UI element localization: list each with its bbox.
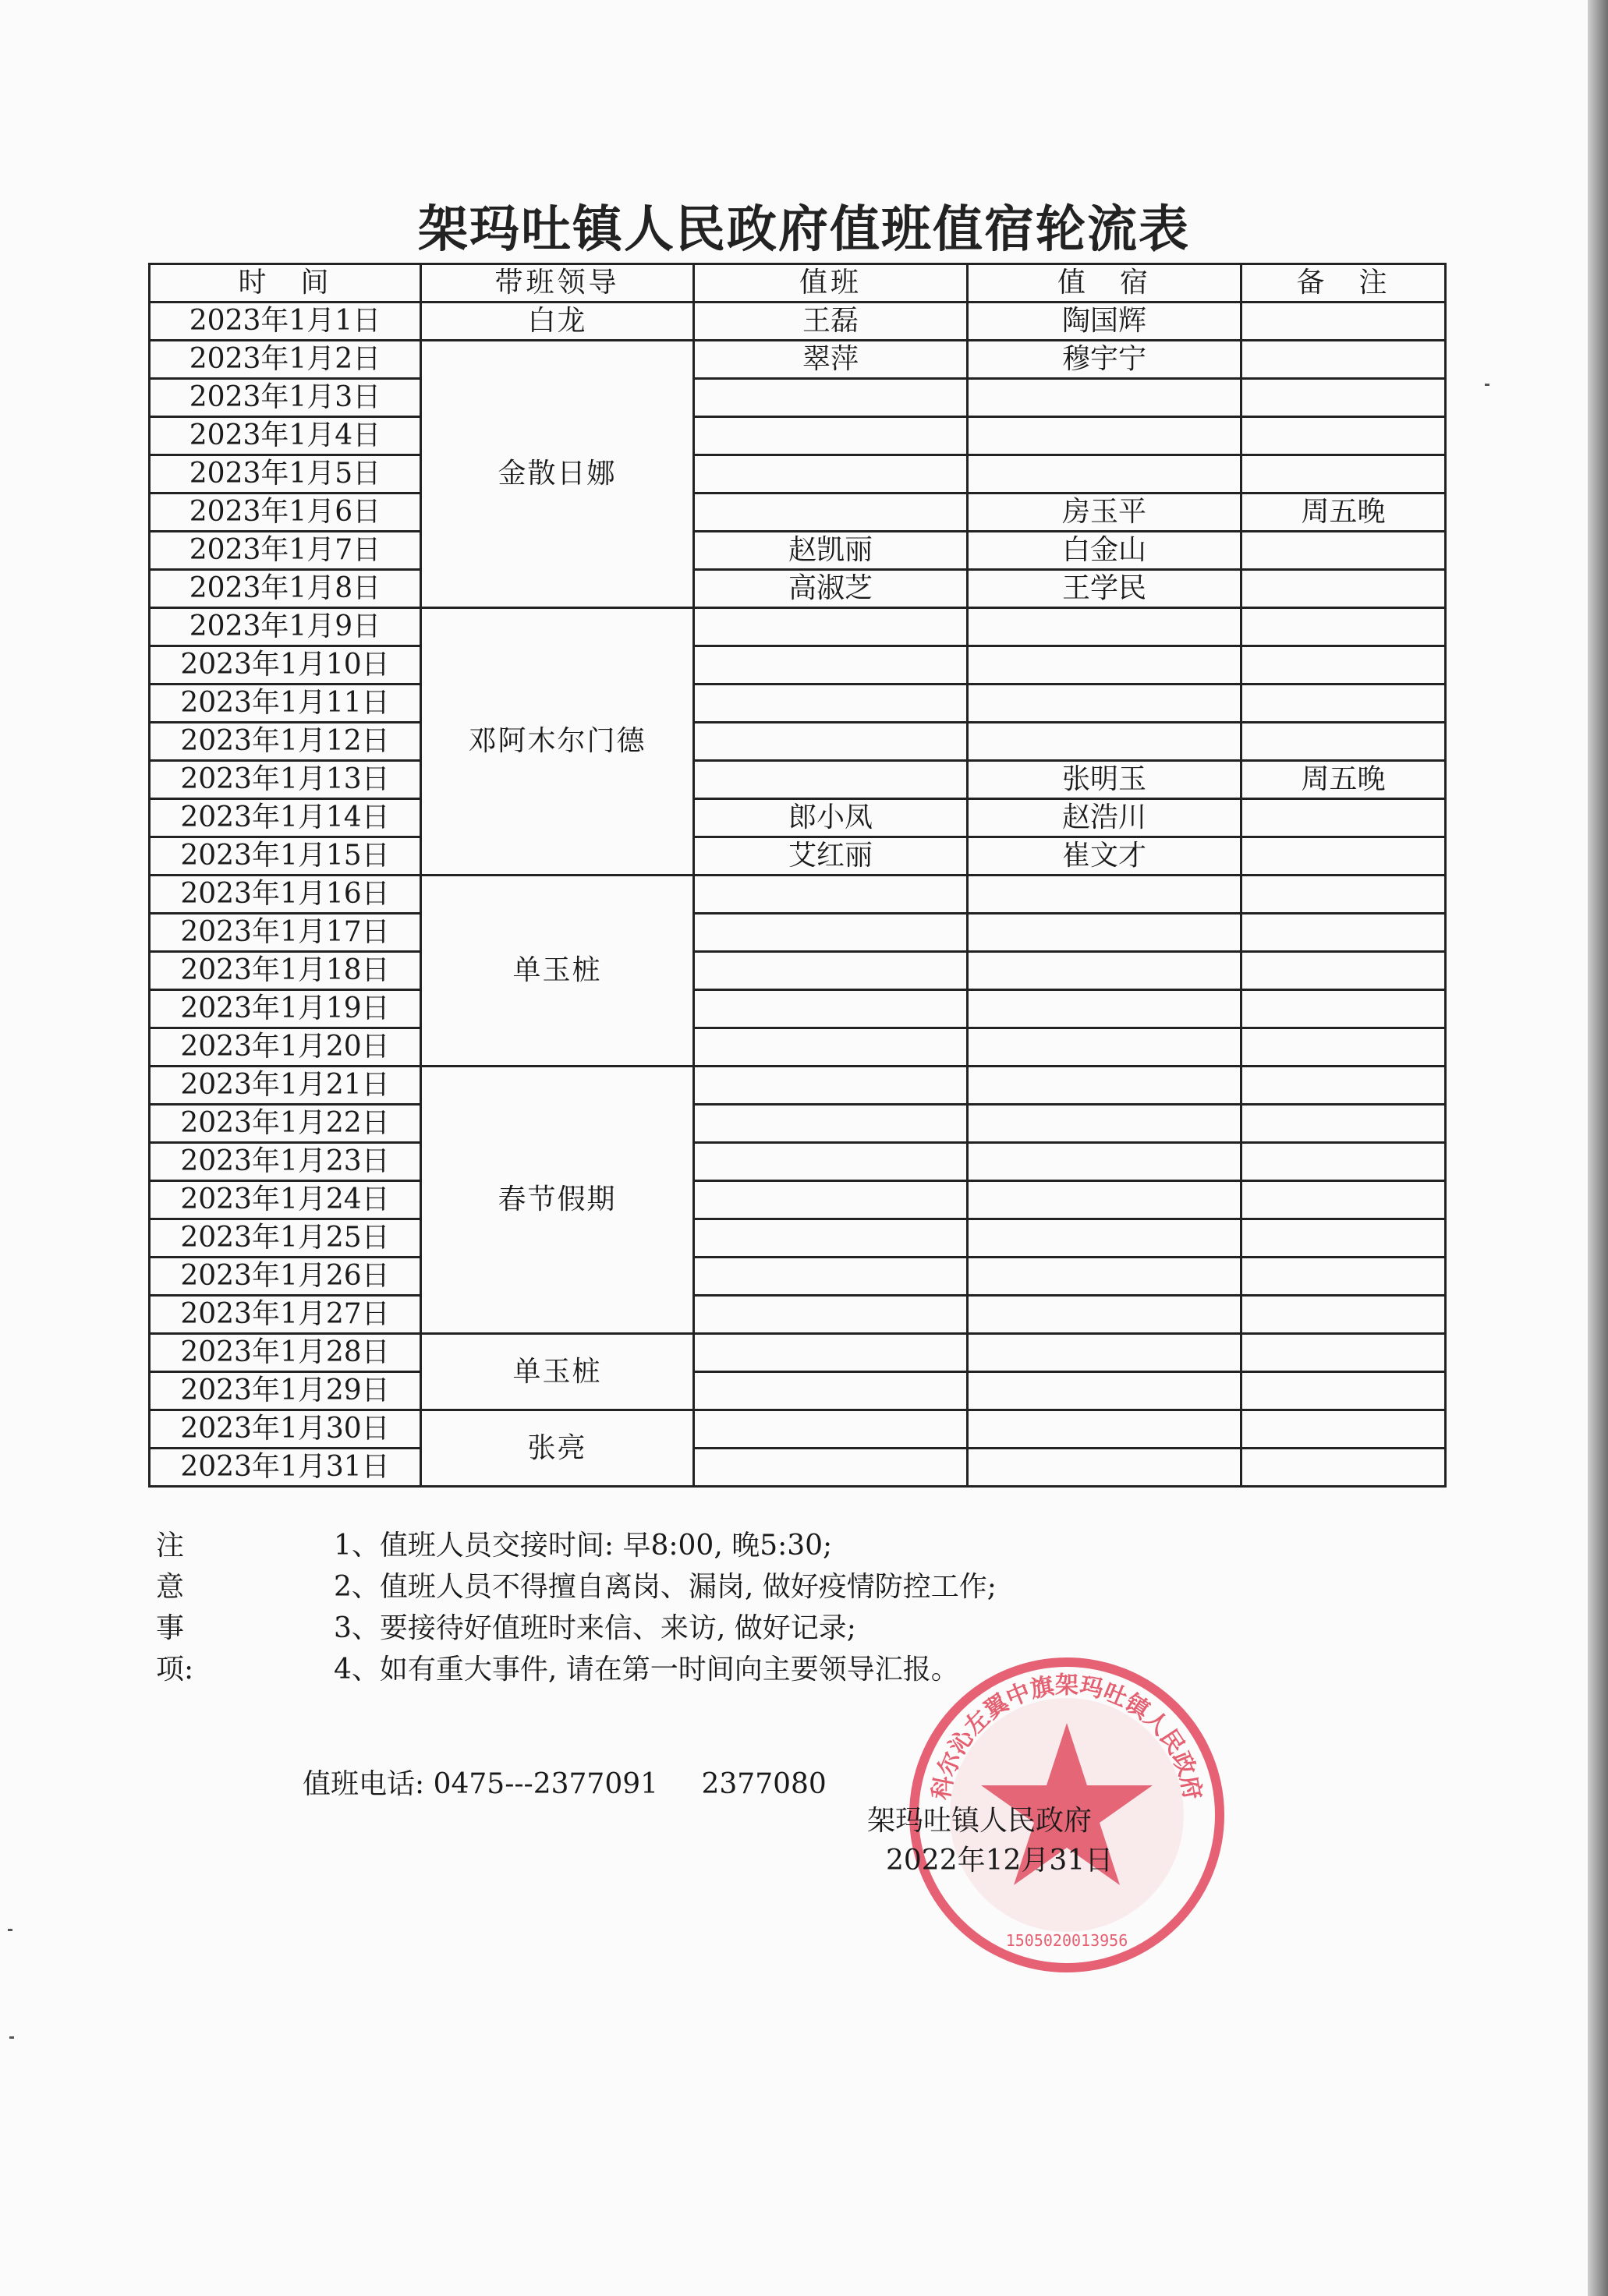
cell-note: [1241, 837, 1446, 876]
phone-number-1: 0475---2377091: [433, 1768, 659, 1800]
cell-note: [1241, 341, 1446, 379]
cell-date: 2023年1月21日: [150, 1067, 421, 1105]
note-item-3: 3、要接待好值班时来信、来访, 做好记录;: [334, 1612, 856, 1644]
cell-night: [968, 990, 1241, 1028]
table-row: [150, 761, 1446, 799]
cell-night: 张明玉: [968, 761, 1241, 799]
cell-duty: [694, 646, 968, 685]
scan-speck: [1485, 384, 1489, 386]
cell-duty: [694, 1143, 968, 1181]
table-row: [150, 302, 1446, 341]
table-row: [150, 1334, 1446, 1372]
cell-note: [1241, 379, 1446, 417]
cell-date: 2023年1月10日: [150, 646, 421, 685]
cell-note: [1241, 990, 1446, 1028]
cell-night: [968, 1449, 1241, 1487]
header-night: 值 宿: [968, 264, 1241, 302]
note-item-4: 4、如有重大事件, 请在第一时间向主要领导汇报。: [334, 1654, 959, 1686]
cell-night: [968, 1410, 1241, 1449]
table-row: [150, 952, 1446, 990]
cell-leader: 张亮: [421, 1410, 694, 1487]
cell-note: 周五晚: [1241, 761, 1446, 799]
table-header-row: [150, 264, 1446, 302]
cell-night: [968, 1372, 1241, 1410]
cell-night: [968, 1143, 1241, 1181]
cell-note: [1241, 876, 1446, 914]
duty-roster-table: [148, 263, 1447, 1488]
table-row: [150, 532, 1446, 570]
header-duty: 值班: [694, 264, 968, 302]
cell-night: 房玉平: [968, 494, 1241, 532]
cell-date: 2023年1月3日: [150, 379, 421, 417]
cell-night: [968, 952, 1241, 990]
cell-duty: [694, 1372, 968, 1410]
table-row: [150, 417, 1446, 455]
cell-date: 2023年1月18日: [150, 952, 421, 990]
cell-night: [968, 1067, 1241, 1105]
cell-duty: [694, 723, 968, 761]
table-row: [150, 914, 1446, 952]
notes-label: 注意事项:: [156, 1530, 194, 1686]
table-row: [150, 723, 1446, 761]
cell-night: [968, 876, 1241, 914]
cell-date: 2023年1月7日: [150, 532, 421, 570]
cell-night: [968, 455, 1241, 494]
table-row: [150, 799, 1446, 837]
table-row: [150, 876, 1446, 914]
cell-note: [1241, 1449, 1446, 1487]
cell-note: [1241, 1258, 1446, 1296]
cell-night: 崔文才: [968, 837, 1241, 876]
cell-night: [968, 685, 1241, 723]
cell-night: 赵浩川: [968, 799, 1241, 837]
table-row: [150, 1143, 1446, 1181]
table-row: [150, 494, 1446, 532]
table-row: [150, 455, 1446, 494]
cell-duty: [694, 1067, 968, 1105]
cell-duty: [694, 990, 968, 1028]
cell-duty: [694, 1258, 968, 1296]
cell-note: [1241, 570, 1446, 608]
cell-note: [1241, 799, 1446, 837]
cell-night: [968, 1296, 1241, 1334]
phone-number-2: 2377080: [701, 1768, 827, 1800]
cell-date: 2023年1月29日: [150, 1372, 421, 1410]
cell-duty: [694, 952, 968, 990]
signature-date: 2022年12月31日: [886, 1845, 1114, 1877]
cell-night: 白金山: [968, 532, 1241, 570]
cell-note: [1241, 914, 1446, 952]
cell-night: 王学民: [968, 570, 1241, 608]
cell-night: [968, 1258, 1241, 1296]
cell-date: 2023年1月4日: [150, 417, 421, 455]
cell-duty: [694, 1181, 968, 1219]
table-row: [150, 685, 1446, 723]
table-row: [150, 341, 1446, 379]
table-row: [150, 1181, 1446, 1219]
cell-note: [1241, 1410, 1446, 1449]
table-row: [150, 379, 1446, 417]
table-row: [150, 608, 1446, 646]
cell-date: 2023年1月8日: [150, 570, 421, 608]
cell-note: [1241, 1296, 1446, 1334]
table-row: [150, 570, 1446, 608]
cell-night: [968, 1105, 1241, 1143]
seal-text: 科尔沁左翼中旗架玛吐镇人民政府: [927, 1672, 1206, 1802]
scan-speck: [9, 2036, 14, 2039]
signature-organization: 架玛吐镇人民政府: [867, 1805, 1093, 1837]
cell-note: [1241, 417, 1446, 455]
cell-date: 2023年1月17日: [150, 914, 421, 952]
table-row: [150, 1219, 1446, 1258]
cell-note: [1241, 1219, 1446, 1258]
cell-leader: 单玉桩: [421, 876, 694, 1067]
cell-duty: [694, 1105, 968, 1143]
cell-note: [1241, 1372, 1446, 1410]
cell-night: [968, 1334, 1241, 1372]
page-edge-shadow: [1588, 0, 1608, 2296]
cell-duty: [694, 1296, 968, 1334]
cell-duty: [694, 1028, 968, 1067]
note-item-1: 1、值班人员交接时间: 早8:00, 晚5:30;: [334, 1530, 833, 1562]
cell-duty: [694, 417, 968, 455]
cell-date: 2023年1月27日: [150, 1296, 421, 1334]
cell-date: 2023年1月13日: [150, 761, 421, 799]
cell-duty: 赵凯丽: [694, 532, 968, 570]
table-row: [150, 1296, 1446, 1334]
cell-night: [968, 608, 1241, 646]
table-row: [150, 837, 1446, 876]
table-row: [150, 990, 1446, 1028]
cell-night: 穆宇宁: [968, 341, 1241, 379]
cell-note: 周五晚: [1241, 494, 1446, 532]
note-item-2: 2、值班人员不得擅自离岗、漏岗, 做好疫情防控工作;: [334, 1571, 997, 1603]
cell-note: [1241, 1334, 1446, 1372]
cell-duty: [694, 1449, 968, 1487]
cell-note: [1241, 1181, 1446, 1219]
cell-duty: 高淑芝: [694, 570, 968, 608]
header-date: 时 间: [150, 264, 421, 302]
table-row: [150, 1105, 1446, 1143]
cell-night: [968, 1181, 1241, 1219]
cell-date: 2023年1月20日: [150, 1028, 421, 1067]
cell-duty: [694, 379, 968, 417]
cell-night: [968, 1219, 1241, 1258]
cell-date: 2023年1月25日: [150, 1219, 421, 1258]
cell-duty: [694, 1410, 968, 1449]
cell-leader: 邓阿木尔门德: [421, 608, 694, 876]
cell-note: [1241, 608, 1446, 646]
cell-duty: 翠萍: [694, 341, 968, 379]
table-row: [150, 1067, 1446, 1105]
table-row: [150, 1028, 1446, 1067]
seal-code: 1505020013956: [1005, 1931, 1128, 1950]
duty-phone: [303, 1762, 827, 1802]
cell-note: [1241, 1028, 1446, 1067]
cell-date: 2023年1月26日: [150, 1258, 421, 1296]
table-body: [150, 302, 1446, 1487]
cell-leader: 白龙: [421, 302, 694, 341]
cell-date: 2023年1月14日: [150, 799, 421, 837]
cell-duty: [694, 761, 968, 799]
phone-label: 值班电话:: [303, 1768, 425, 1800]
cell-note: [1241, 1143, 1446, 1181]
cell-date: 2023年1月31日: [150, 1449, 421, 1487]
cell-note: [1241, 455, 1446, 494]
cell-night: [968, 379, 1241, 417]
cell-date: 2023年1月9日: [150, 608, 421, 646]
cell-note: [1241, 1067, 1446, 1105]
cell-note: [1241, 302, 1446, 341]
cell-date: 2023年1月19日: [150, 990, 421, 1028]
cell-note: [1241, 723, 1446, 761]
table-row: [150, 646, 1446, 685]
cell-note: [1241, 532, 1446, 570]
cell-date: 2023年1月5日: [150, 455, 421, 494]
cell-leader: 单玉桩: [421, 1334, 694, 1410]
cell-duty: 艾红丽: [694, 837, 968, 876]
cell-date: 2023年1月1日: [150, 302, 421, 341]
scan-speck: [8, 1929, 12, 1931]
cell-date: 2023年1月22日: [150, 1105, 421, 1143]
cell-note: [1241, 685, 1446, 723]
cell-duty: [694, 914, 968, 952]
cell-duty: [694, 1334, 968, 1372]
table-row: [150, 1372, 1446, 1410]
cell-duty: [694, 494, 968, 532]
cell-night: [968, 723, 1241, 761]
cell-date: 2023年1月11日: [150, 685, 421, 723]
cell-duty: 王磊: [694, 302, 968, 341]
cell-duty: [694, 608, 968, 646]
table-row: [150, 1258, 1446, 1296]
table-row: [150, 1449, 1446, 1487]
cell-date: 2023年1月30日: [150, 1410, 421, 1449]
cell-night: [968, 1028, 1241, 1067]
cell-night: [968, 417, 1241, 455]
header-note: 备 注: [1241, 264, 1446, 302]
cell-duty: [694, 876, 968, 914]
header-leader: 带班领导: [421, 264, 694, 302]
cell-date: 2023年1月24日: [150, 1181, 421, 1219]
cell-night: [968, 914, 1241, 952]
cell-note: [1241, 1105, 1446, 1143]
cell-date: 2023年1月28日: [150, 1334, 421, 1372]
cell-date: 2023年1月15日: [150, 837, 421, 876]
cell-duty: [694, 1219, 968, 1258]
cell-leader: 金散日娜: [421, 341, 694, 608]
cell-date: 2023年1月16日: [150, 876, 421, 914]
cell-leader: 春节假期: [421, 1067, 694, 1334]
cell-date: 2023年1月12日: [150, 723, 421, 761]
cell-date: 2023年1月6日: [150, 494, 421, 532]
cell-night: [968, 646, 1241, 685]
table-row: [150, 1410, 1446, 1449]
cell-note: [1241, 646, 1446, 685]
cell-night: 陶国辉: [968, 302, 1241, 341]
cell-date: 2023年1月23日: [150, 1143, 421, 1181]
cell-duty: [694, 685, 968, 723]
document-title: 架玛吐镇人民政府值班值宿轮流表: [418, 201, 1190, 259]
cell-note: [1241, 952, 1446, 990]
cell-duty: [694, 455, 968, 494]
cell-date: 2023年1月2日: [150, 341, 421, 379]
cell-duty: 郎小凤: [694, 799, 968, 837]
